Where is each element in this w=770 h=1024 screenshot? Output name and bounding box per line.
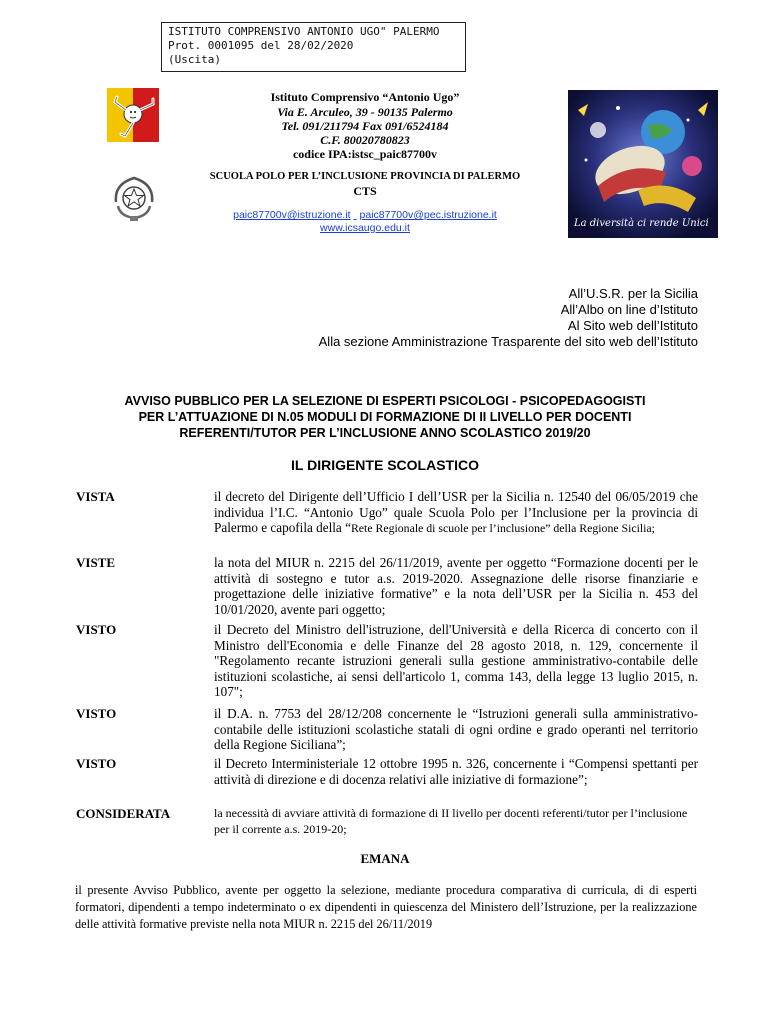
stamp-line-direction: (Uscita) [168, 53, 221, 66]
consideration-label: VISTO [76, 622, 117, 637]
school-phone: Tel. 091/211794 Fax 091/6524184 [281, 119, 449, 133]
dirigente-heading: IL DIRIGENTE SCOLASTICO [291, 457, 479, 473]
final-paragraph: il presente Avviso Pubblico, avente per oggetto la selezione, mediante procedura comparativa di curricula, di di esperti formatori, dipendenti a tempo indeterminato o ex dipendenti in quiescenza del Ministero dell’Istruzione, per la realizzazione delle attività formative previste nella nota MIUR n. 2215 del 26/11/2019 [75, 883, 697, 931]
school-name: Istituto Comprensivo “Antonio Ugo” [270, 90, 460, 104]
contact-links [170, 209, 560, 222]
recipient-albo: All’Albo on line d’Istituto [560, 302, 698, 317]
school-artwork-image [568, 90, 718, 238]
school-polo-title: SCUOLA POLO PER L’INCLUSIONE PROVINCIA DI PALERMO [209, 171, 521, 182]
pec-email-link[interactable]: paic87700v@pec.istruzione.it [359, 209, 497, 221]
notice-title-line: PER L’ATTUAZIONE DI N.05 MODULI DI FORMAZIONE DI II LIVELLO PER DOCENTI [138, 410, 632, 424]
consideration-label: VISTO [76, 706, 117, 721]
artwork-caption: La diversità ci rende Unici [574, 218, 709, 229]
consideration-label: VISTO [76, 756, 117, 771]
italian-republic-emblem-icon [110, 172, 158, 224]
consideration-text: il Decreto del Ministro dell'istruzione, dell'Università e della Ricerca di concerto con il Ministro dell'Economia e delle Finanze del 28 agosto 2018, n. 129, concernente il "Regolamento recante istruzioni generali sulla gestione amministrativo-contabile delle istituzioni scolastiche, ai sensi dell'articolo 1, comma 143, della legge 13 luglio 2015, n. 107"; [214, 622, 698, 700]
school-header [170, 90, 560, 235]
website-link[interactable]: www.icsaugo.edu.it [320, 222, 410, 234]
consideration-text: il Decreto Interministeriale 12 ottobre 1995 n. 326, concernente i “Compensi spettanti per attività di direzione e di docenza relativi alle iniziative di formazione”; [214, 756, 698, 787]
emana-heading: EMANA [360, 851, 410, 866]
recipient-usr: All’U.S.R. per la Sicilia [568, 286, 698, 301]
stamp-line-protocol: Prot. 0001095 del 28/02/2020 [168, 39, 354, 52]
school-cts: CTS [353, 184, 377, 198]
consideration-label: VISTA [76, 489, 115, 504]
recipient-trasparenza: Alla sezione Amministrazione Trasparente del sito web dell’Istituto [318, 334, 698, 349]
consideration-text: la nota del MIUR n. 2215 del 26/11/2019, avente per oggetto “Formazione docenti per le attività di sostegno e tutor a.s. 2019-2020. Assegnazione delle risorse finanziarie e progettazione delle iniziative formative” e la nota dell’USR per la Sicilia n. 453 del 10/01/2020, avente pari oggetto; [214, 555, 698, 617]
consideration-text: la necessità di avviare attività di formazione di II livello per docenti referenti/tutor per l’inclusione per il corrente a.s. 2019-20; [214, 806, 688, 836]
recipients-block [319, 286, 698, 350]
notice-title-line: AVVISO PUBBLICO PER LA SELEZIONE DI ESPERTI PSICOLOGI - PSICOPEDAGOGISTI [124, 394, 646, 408]
school-fiscal-code: C.F. 80020780823 [320, 133, 410, 147]
website-link-row [170, 222, 560, 235]
stamp-line-school: ISTITUTO COMPRENSIVO ANTONIO UGO" PALERMO [168, 25, 440, 38]
school-address: Via E. Arculeo, 39 - 90135 Palermo [277, 105, 453, 119]
email-link[interactable]: paic87700v@istruzione.it [233, 209, 351, 221]
consideration-text: il decreto del Dirigente dell’Ufficio I dell’USR per la Sicilia n. 12540 del 06/05/2019 che individua l’I.C. “Antonio Ugo” quale Scuola Polo per l’Inclusione per la provincia di Palermo e capofila della “Rete Regionale di scuole per l’inclusione” della Regione Sicilia; [214, 489, 698, 536]
notice-title [80, 393, 690, 441]
recipient-sito: Al Sito web dell’Istituto [567, 318, 698, 333]
consideration-label: VISTE [76, 555, 116, 570]
consideration-label: CONSIDERATA [76, 806, 171, 821]
consideration-text: il D.A. n. 7753 del 28/12/208 concernente le “Istruzioni generali sulla amministrativo-contabile delle istituzioni scolastiche statali di ogni ordine e grado operanti nel territorio della Regione Siciliana”; [214, 706, 698, 753]
sicily-emblem-icon [107, 88, 159, 142]
notice-title-line: REFERENTI/TUTOR PER L’INCLUSIONE ANNO SCOLASTICO 2019/20 [179, 426, 591, 440]
protocol-stamp [161, 22, 466, 72]
school-ipa-code: codice IPA:istsc_paic87700v [292, 147, 438, 161]
